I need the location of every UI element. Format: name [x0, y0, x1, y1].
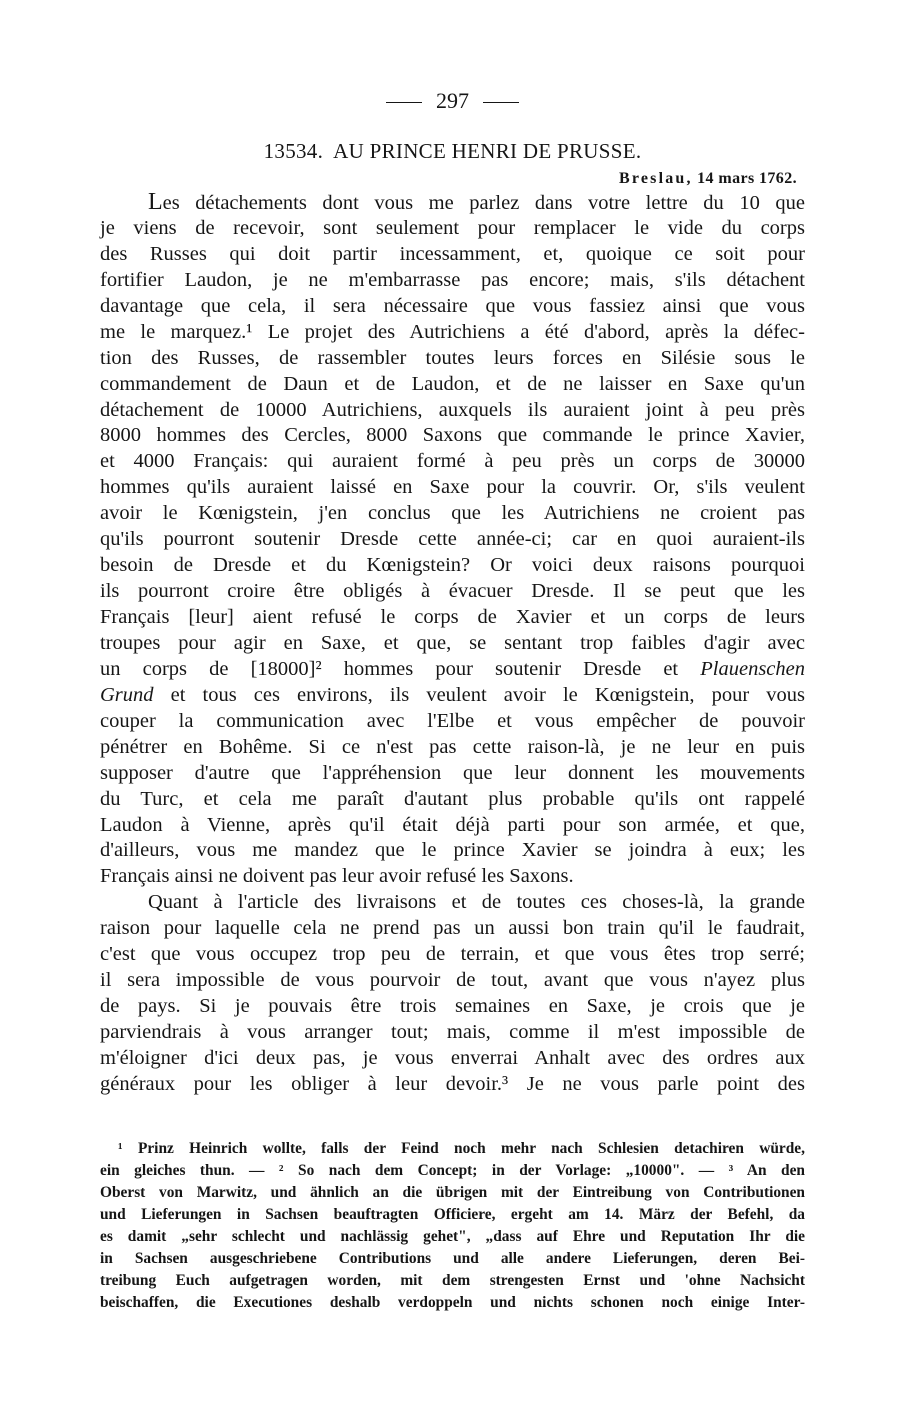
text-line: supposer d'autre que l'appréhension que leur donnent les mouvements [100, 761, 805, 784]
footnote-line: in Sachsen ausgeschriebene Contributions und alle andere Lieferungen, deren Bei- [100, 1250, 805, 1268]
footnote-line: Oberst von Marwitz, und ähnlich an die übrigen mit der Eintreibung von Contributionen [100, 1184, 805, 1201]
footnote-line: ein gleiches thun. — ² So nach dem Concept; in der Vorlage: „10000". — ³ An den [100, 1161, 805, 1179]
paragraph-2 [100, 890, 805, 1098]
page-number: 297 [436, 88, 469, 113]
text-line: généraux pour les obliger à leur devoir.³ Je ne vous parle point des [100, 1072, 805, 1095]
text-line: détachement de 10000 Autrichiens, auxquels ils auraient joint à peu près [100, 398, 805, 421]
letter-body [100, 190, 805, 1098]
text-line: me le marquez.¹ Le projet des Autrichiens a été d'abord, après la défec- [100, 320, 805, 343]
header-rule-left [386, 102, 422, 103]
footnote-line: ¹ Prinz Heinrich wollte, falls der Feind noch mehr nach Schlesien detachiren würde, [118, 1139, 805, 1157]
paragraph-1 [100, 190, 805, 890]
text-line: pénétrer en Bohême. Si ce n'est pas cette raison-là, je ne leur en puis [100, 735, 805, 758]
text-line: du Turc, et cela me paraît d'autant plus probable qu'ils ont rappelé [100, 787, 805, 810]
text-line: de pays. Si je pouvais être trois semaines en Saxe, je crois que je [100, 995, 805, 1018]
book-page [100, 86, 805, 1315]
letter-place: Breslau, [618, 170, 693, 187]
footnote-line: es damit „sehr schlecht und nachlässig gehet", „dass auf Ehre und Reputation Ihr die [100, 1228, 805, 1246]
footnote-line: beischaffen, die Executiones deshalb verdoppeln und nichts schonen noch einige Inter- [100, 1294, 805, 1312]
text-line: m'éloigner d'ici deux pas, je vous enverrai Anhalt avec des ordres aux [100, 1046, 805, 1069]
text-line: Laudon à Vienne, après qu'il était déjà parti pour son armée, et que, [100, 813, 805, 836]
letter-title [100, 136, 805, 166]
text-line: Quant à l'article des livraisons et de toutes ces choses-là, la grande [148, 891, 805, 914]
text-line: tion des Russes, de rassembler toutes leurs forces en Silésie sous le [100, 346, 805, 369]
text-line: davantage que cela, il sera nécessaire que vous fassiez ainsi que vous [100, 294, 805, 317]
text-line: il sera impossible de vous pourvoir de tout, avant que vous n'ayez plus [100, 969, 805, 992]
text-line: Les détachements dont vous me parlez dans votre lettre du 10 que [148, 189, 805, 215]
header-rule-right [483, 102, 519, 103]
text-line: besoin de Dresde et du Kœnigstein? Or voici deux raisons pourquoi [100, 554, 805, 577]
text-line: commandement de Daun et de Laudon, et de ne laisser en Saxe qu'un [100, 372, 805, 395]
letter-number: 13534. [263, 139, 324, 163]
text-line: avoir le Kœnigstein, j'en conclus que les Autrichiens ne croient pas [100, 502, 805, 525]
text-line: Français [leur] aient refusé le corps de Xavier et un corps de leurs [100, 606, 805, 628]
letter-dateline [100, 168, 797, 190]
text-line: des Russes qui doit partir incessamment, et, quoique ce soit pour [100, 242, 805, 265]
text-line: troupes pour agir en Saxe, et que, se sentant trop faibles d'agir avec [100, 631, 805, 654]
text-line: ils pourront croire être obligés à évacuer Dresde. Il se peut que les [100, 580, 805, 603]
text-line: 8000 hommes des Cercles, 8000 Saxons que commande le prince Xavier, [100, 424, 805, 447]
page-header [100, 86, 805, 118]
initial-letter: L [148, 189, 163, 215]
italic-place-name: Plauenschen [700, 657, 805, 680]
text-line: c'est que vous occupez trop peu de terrain, et que vous êtes trop serré; [100, 943, 805, 966]
footnotes [100, 1138, 805, 1315]
text-line: hommes qu'ils auraient laissé en Saxe pour la couvrir. Or, s'ils veulent [100, 476, 805, 499]
italic-place-name: Grund [100, 683, 154, 706]
text-line: je viens de recevoir, sont seulement pour remplacer le vide du corps [100, 216, 805, 239]
text-line: parviendrais à vous arranger tout; mais, comme il m'est impossible de [100, 1021, 805, 1043]
text-line: d'ailleurs, vous me mandez que le prince Xavier se joindra à eux; les [100, 839, 805, 862]
letter-addressee: AU PRINCE HENRI DE PRUSSE. [333, 139, 642, 163]
text-line: Grund et tous ces environs, ils veulent avoir le Kœnigstein, pour vous [100, 683, 805, 706]
text-line: raison pour laquelle cela ne prend pas un aussi bon train qu'il le faudrait, [100, 917, 805, 940]
text-line: un corps de [18000]² hommes pour soutenir Dresde et Plauenschen [100, 657, 805, 680]
text-line: fortifier Laudon, je ne m'embarrasse pas encore; mais, s'ils détachent [100, 268, 805, 291]
text-line: qu'ils pourront soutenir Dresde cette année-ci; car en quoi auraient-ils [100, 528, 805, 551]
text-line: couper la communication avec l'Elbe et vous empêcher de pouvoir [100, 709, 805, 732]
text-line: Français ainsi ne doivent pas leur avoir refusé les Saxons. [100, 865, 574, 888]
text-line: et 4000 Français: qui auraient formé à peu près un corps de 30000 [100, 450, 805, 473]
footnote-line: treibung Euch aufgetragen worden, mit dem strengesten Ernst und 'ohne Nachsicht [100, 1272, 805, 1290]
footnote-line: und Lieferungen in Sachsen beauftragten Officiere, ergeht am 14. März der Befehl, da [100, 1206, 805, 1224]
letter-date: 14 mars 1762. [697, 170, 797, 187]
